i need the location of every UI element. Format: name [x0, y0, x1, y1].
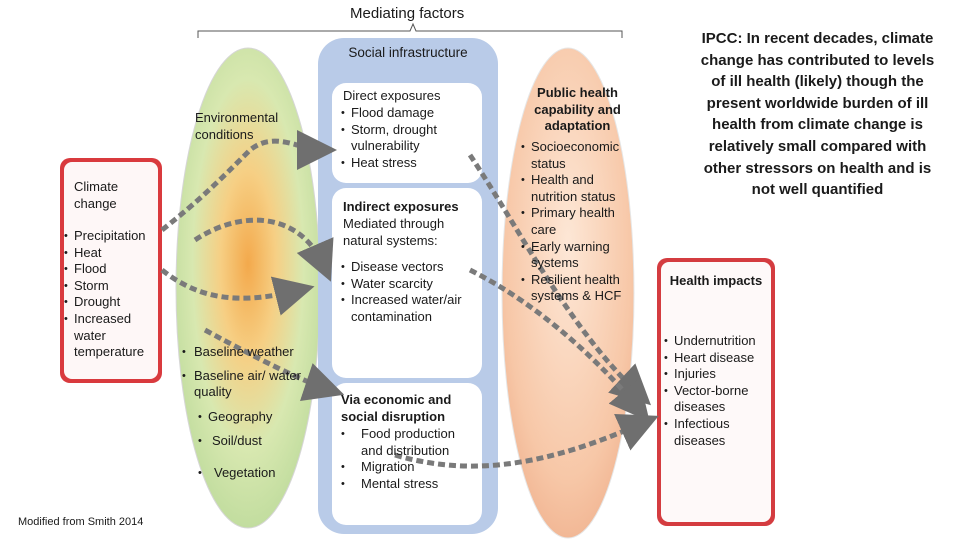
list-item: • Vector-borne diseases — [664, 383, 770, 416]
list-item: • Baseline air/ water quality — [182, 368, 310, 401]
list-item: • Primary health care — [521, 205, 629, 238]
list-item: • Flood damage — [341, 105, 479, 122]
list-item: • Soil/dust — [198, 433, 308, 450]
list-item: • Undernutrition — [664, 333, 770, 350]
list-item: • Injuries — [664, 366, 770, 383]
climate-change-list — [64, 228, 160, 361]
list-item: • Flood — [64, 261, 160, 278]
ipcc-note: IPCC: In recent decades, climate change has contributed to levels of ill health (likely) though the present worldwide burden of ill health from climate change is relatively small compared with other stressors on health and is not well quantified — [700, 30, 935, 199]
list-item: • Early warning systems — [521, 239, 629, 272]
list-item: • Storm, drought vulnerability — [341, 122, 479, 155]
list-item: • Baseline weather — [182, 344, 310, 361]
health-impacts-list — [664, 333, 770, 449]
mediating-factors-label: Mediating factors — [350, 5, 465, 22]
list-item: • Geography — [198, 409, 308, 426]
environmental-title: Environmental conditions — [195, 110, 279, 142]
public-health-title: Public health capability and adaptation — [534, 85, 621, 133]
health-impacts-title: Health impacts — [669, 273, 763, 288]
list-item: • Health and nutrition status — [521, 172, 629, 205]
list-item: • Mental stress — [341, 476, 476, 493]
social-infrastructure-title: Social infrastructure — [348, 45, 468, 60]
list-item: • Migration — [341, 459, 476, 476]
list-item: • Heart disease — [664, 350, 770, 367]
list-item: • Vegetation — [198, 465, 308, 482]
list-item: • Resilient health systems & HCF — [521, 272, 629, 305]
list-item: • Precipitation — [64, 228, 160, 245]
list-item: • Storm — [64, 278, 160, 295]
mediating-bracket — [198, 24, 622, 38]
list-item: • Heat — [64, 245, 160, 262]
direct-exposures-title: Direct exposures — [343, 88, 441, 103]
list-item: • Drought — [64, 294, 160, 311]
environment-sublist — [198, 409, 308, 482]
environment-list — [182, 344, 310, 401]
list-item: • Increased water temperature — [64, 311, 160, 361]
list-item: • Disease vectors — [341, 259, 481, 276]
list-item: • Infectious diseases — [664, 416, 770, 449]
list-item: • Socioeconomic status — [521, 139, 629, 172]
direct-exposures-list — [341, 105, 479, 171]
list-item: • Heat stress — [341, 155, 479, 172]
list-item: • Increased water/air contamination — [341, 292, 481, 325]
list-item: • Food production and distribution — [341, 426, 476, 459]
economic-disruption-list — [341, 426, 476, 492]
indirect-exposures-list — [341, 259, 481, 325]
climate-change-title: Climate change — [74, 179, 119, 211]
economic-disruption-title: Via economic and social disruption — [341, 392, 452, 424]
list-item: • Water scarcity — [341, 276, 481, 293]
indirect-exposures-title: Indirect exposures — [343, 199, 459, 214]
public-health-list — [521, 139, 629, 305]
source-credit: Modified from Smith 2014 — [18, 516, 144, 528]
indirect-exposures-subtitle: Mediated through natural systems: — [343, 216, 445, 248]
